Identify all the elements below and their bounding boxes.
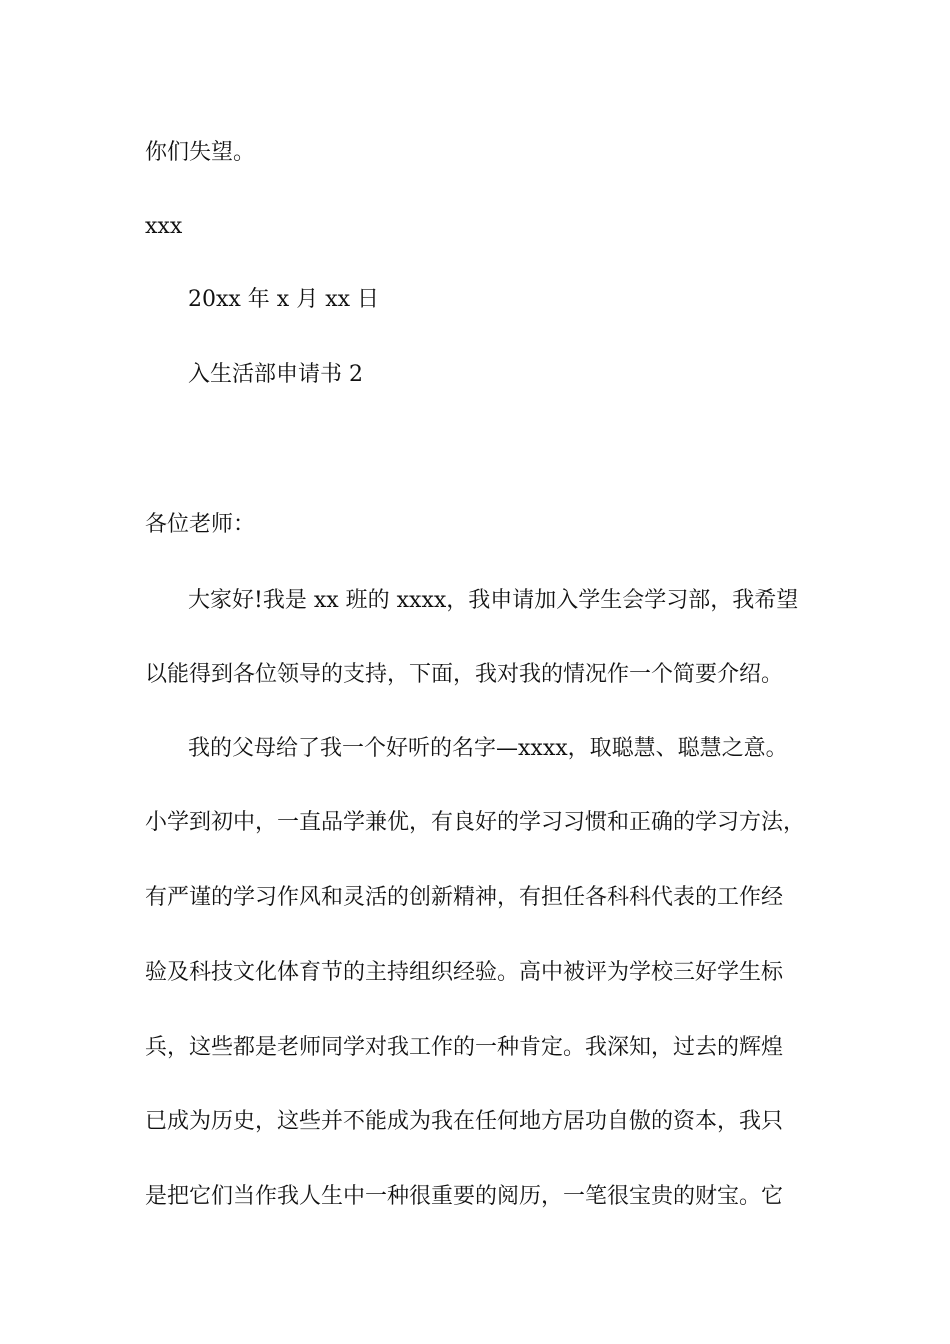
paragraph-line: 有严谨的学习作风和灵活的创新精神，有担任各科科代表的工作经: [145, 885, 784, 910]
paragraph-line: 以能得到各位领导的支持，下面，我对我的情况作一个简要介绍。: [145, 662, 784, 687]
paragraph-line: 小学到初中，一直品学兼优，有良好的学习习惯和正确的学习方法，: [145, 810, 806, 835]
salutation: 各位老师：: [145, 512, 256, 537]
paragraph-line: 已成为历史，这些并不能成为我在任何地方居功自傲的资本，我只: [145, 1109, 784, 1134]
paragraph-line: 是把它们当作我人生中一种很重要的阅历，一笔很宝贵的财宝。它: [145, 1184, 784, 1209]
paragraph-line: 大家好!我是 xx 班的 xxxx，我申请加入学生会学习部，我希望: [188, 588, 799, 613]
paragraph-line: 我的父母给了我一个好听的名字—xxxx，取聪慧、聪慧之意。: [188, 736, 788, 761]
text-line-signature: xxx: [145, 214, 183, 239]
text-line-closing: 你们失望。: [145, 140, 256, 165]
section-title: 入生活部申请书 2: [188, 362, 363, 387]
paragraph-line: 验及科技文化体育节的主持组织经验。高中被评为学校三好学生标: [145, 960, 784, 985]
paragraph-line: 兵，这些都是老师同学对我工作的一种肯定。我深知，过去的辉煌: [145, 1035, 784, 1060]
text-line-date: 20xx 年 x 月 xx 日: [188, 287, 379, 312]
